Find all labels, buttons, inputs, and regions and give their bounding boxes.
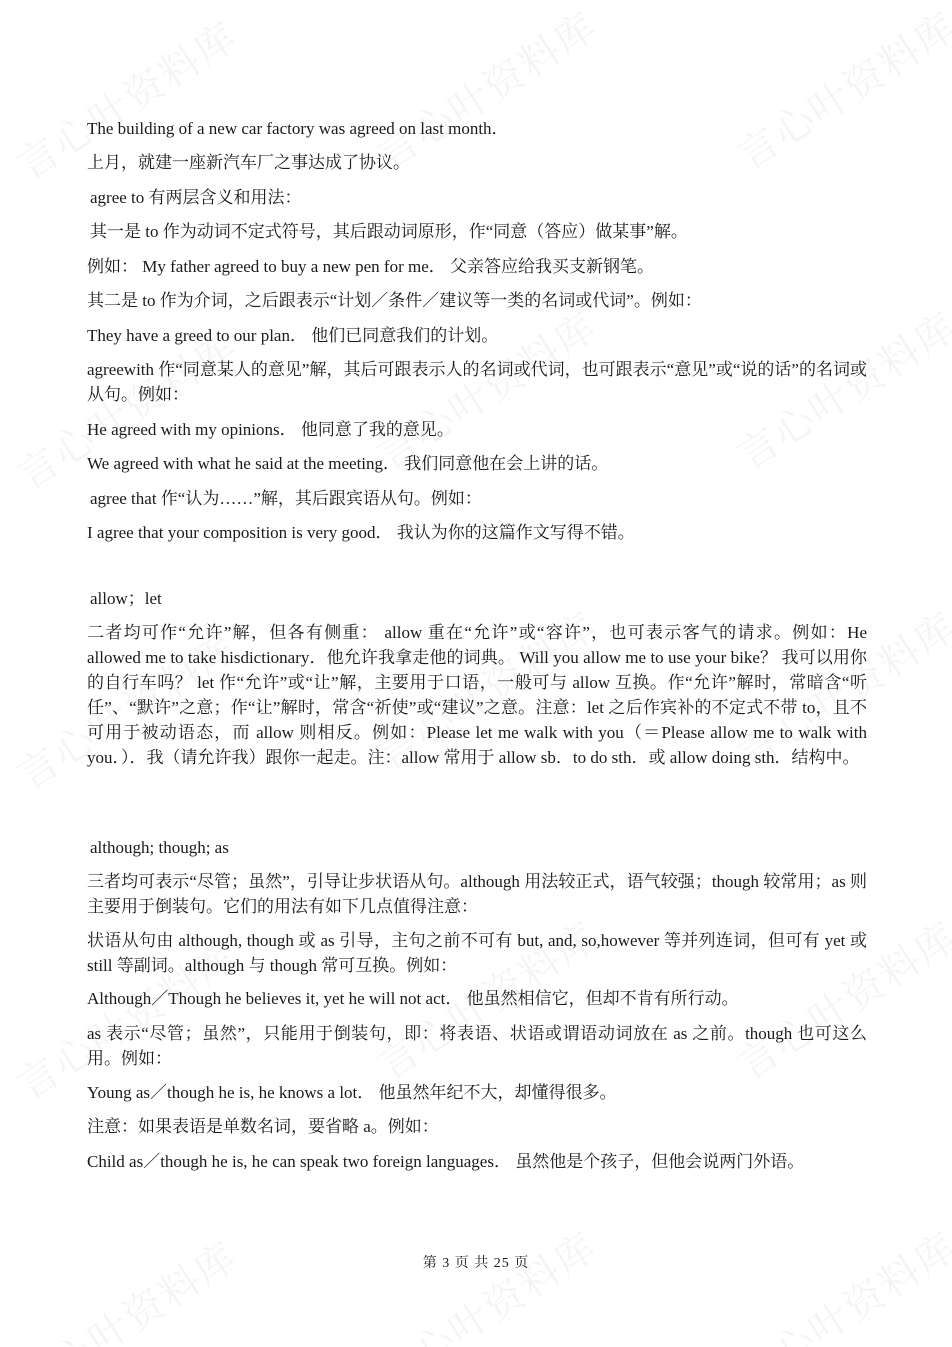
- watermark: [725, 1216, 952, 1347]
- text-line: Although／Though he believes it, yet he will not act． 他虽然相信它，但却不肯有所行动。: [87, 989, 739, 1008]
- watermark: [365, 1216, 607, 1347]
- paragraph: as 表示“尽管；虽然”，只能用于倒装句，即：将表语、状语或谓语动词放在 as 之前。though 也可这么用。例如：: [87, 1024, 867, 1068]
- text-line: The building of a new car factory was agreed on last month．: [87, 119, 509, 138]
- text-line: 上月，就建一座新汽车厂之事达成了协议。: [87, 153, 410, 172]
- text-line: 注意：如果表语是单数名词，要省略 a。例如：: [87, 1117, 439, 1136]
- text-line: Young as／though he is, he knows a lot． 他虽然年纪不大，却懂得很多。: [87, 1083, 617, 1102]
- text-line: I agree that your composition is very good． 我认为你的这篇作文写得不错。: [87, 523, 635, 542]
- paragraph: 状语从句由 although, though 或 as 引导，主句之前不可有 but, and, so,however 等并列连词，但可有 yet 或 still 等副词。although 与 though 常可互换。例如：: [87, 931, 867, 975]
- text-line: agree that 作“认为……”解，其后跟宾语从句。例如：: [90, 489, 482, 508]
- watermark: [5, 1226, 247, 1347]
- section-heading: allow；let: [90, 589, 162, 608]
- text-line: We agreed with what he said at the meeting． 我们同意他在会上讲的话。: [87, 454, 609, 473]
- paragraph: agreewith 作“同意某人的意见”解，其后可跟表示人的名词或代词，也可跟表示“意见”或“说的话”的名词或从句。例如：: [87, 360, 867, 404]
- text-line: They have a greed to our plan． 他们已同意我们的计划。: [87, 326, 499, 345]
- text-line: 其二是 to 作为介词，之后跟表示“计划／条件／建议等一类的名词或代词”。例如：: [87, 291, 702, 310]
- text-line: 其一是 to 作为动词不定式符号，其后跟动词原形，作“同意（答应）做某事”解。: [90, 222, 688, 241]
- section-heading: although; though; as: [90, 838, 229, 857]
- paragraph: Child as／though he is, he can speak two foreign languages． 虽然他是个孩子，但他会说两门外语。: [87, 1152, 805, 1171]
- text-line: He agreed with my opinions． 他同意了我的意见。: [87, 420, 454, 439]
- paragraph: 三者均可表示“尽管；虽然”，引导让步状语从句。although 用法较正式，语气较强；though 较常用；as 则主要用于倒装句。它们的用法有如下几点值得注意：: [87, 872, 867, 916]
- page-number-footer: 第 3 页 共 25 页: [422, 1256, 530, 1271]
- text-line: agree to 有两层含义和用法：: [90, 188, 302, 207]
- text-line: 例如： My father agreed to buy a new pen for me． 父亲答应给我买支新钢笔。: [87, 257, 655, 276]
- paragraph: 二者均可作“允许”解，但各有侧重： allow 重在“允许”或“容许”，也可表示客气的请求。例如：He allowed me to take hisdictionary．他允许我拿走他的词典。 Will you allow me to use your bike？ 我可以用你的自行车吗？ let 作“允许”或“让”解，主要用于口语，一般可与 allow 互换。作“允许”解时，常暗含“听任”、“默许”之意；作“让”解时，常含“祈使”或“建议”之意。注意：let 之后作宾补的不定式不带 to，且不可用于被动语态，而 allow 则相反。例如：Please let me walk with you（＝Please allow me to walk with you．）．我（请允许我）跟你一起走。注：allow 常用于 allow sb．to do sth．或 allow doing sth．结构中。: [87, 623, 867, 767]
